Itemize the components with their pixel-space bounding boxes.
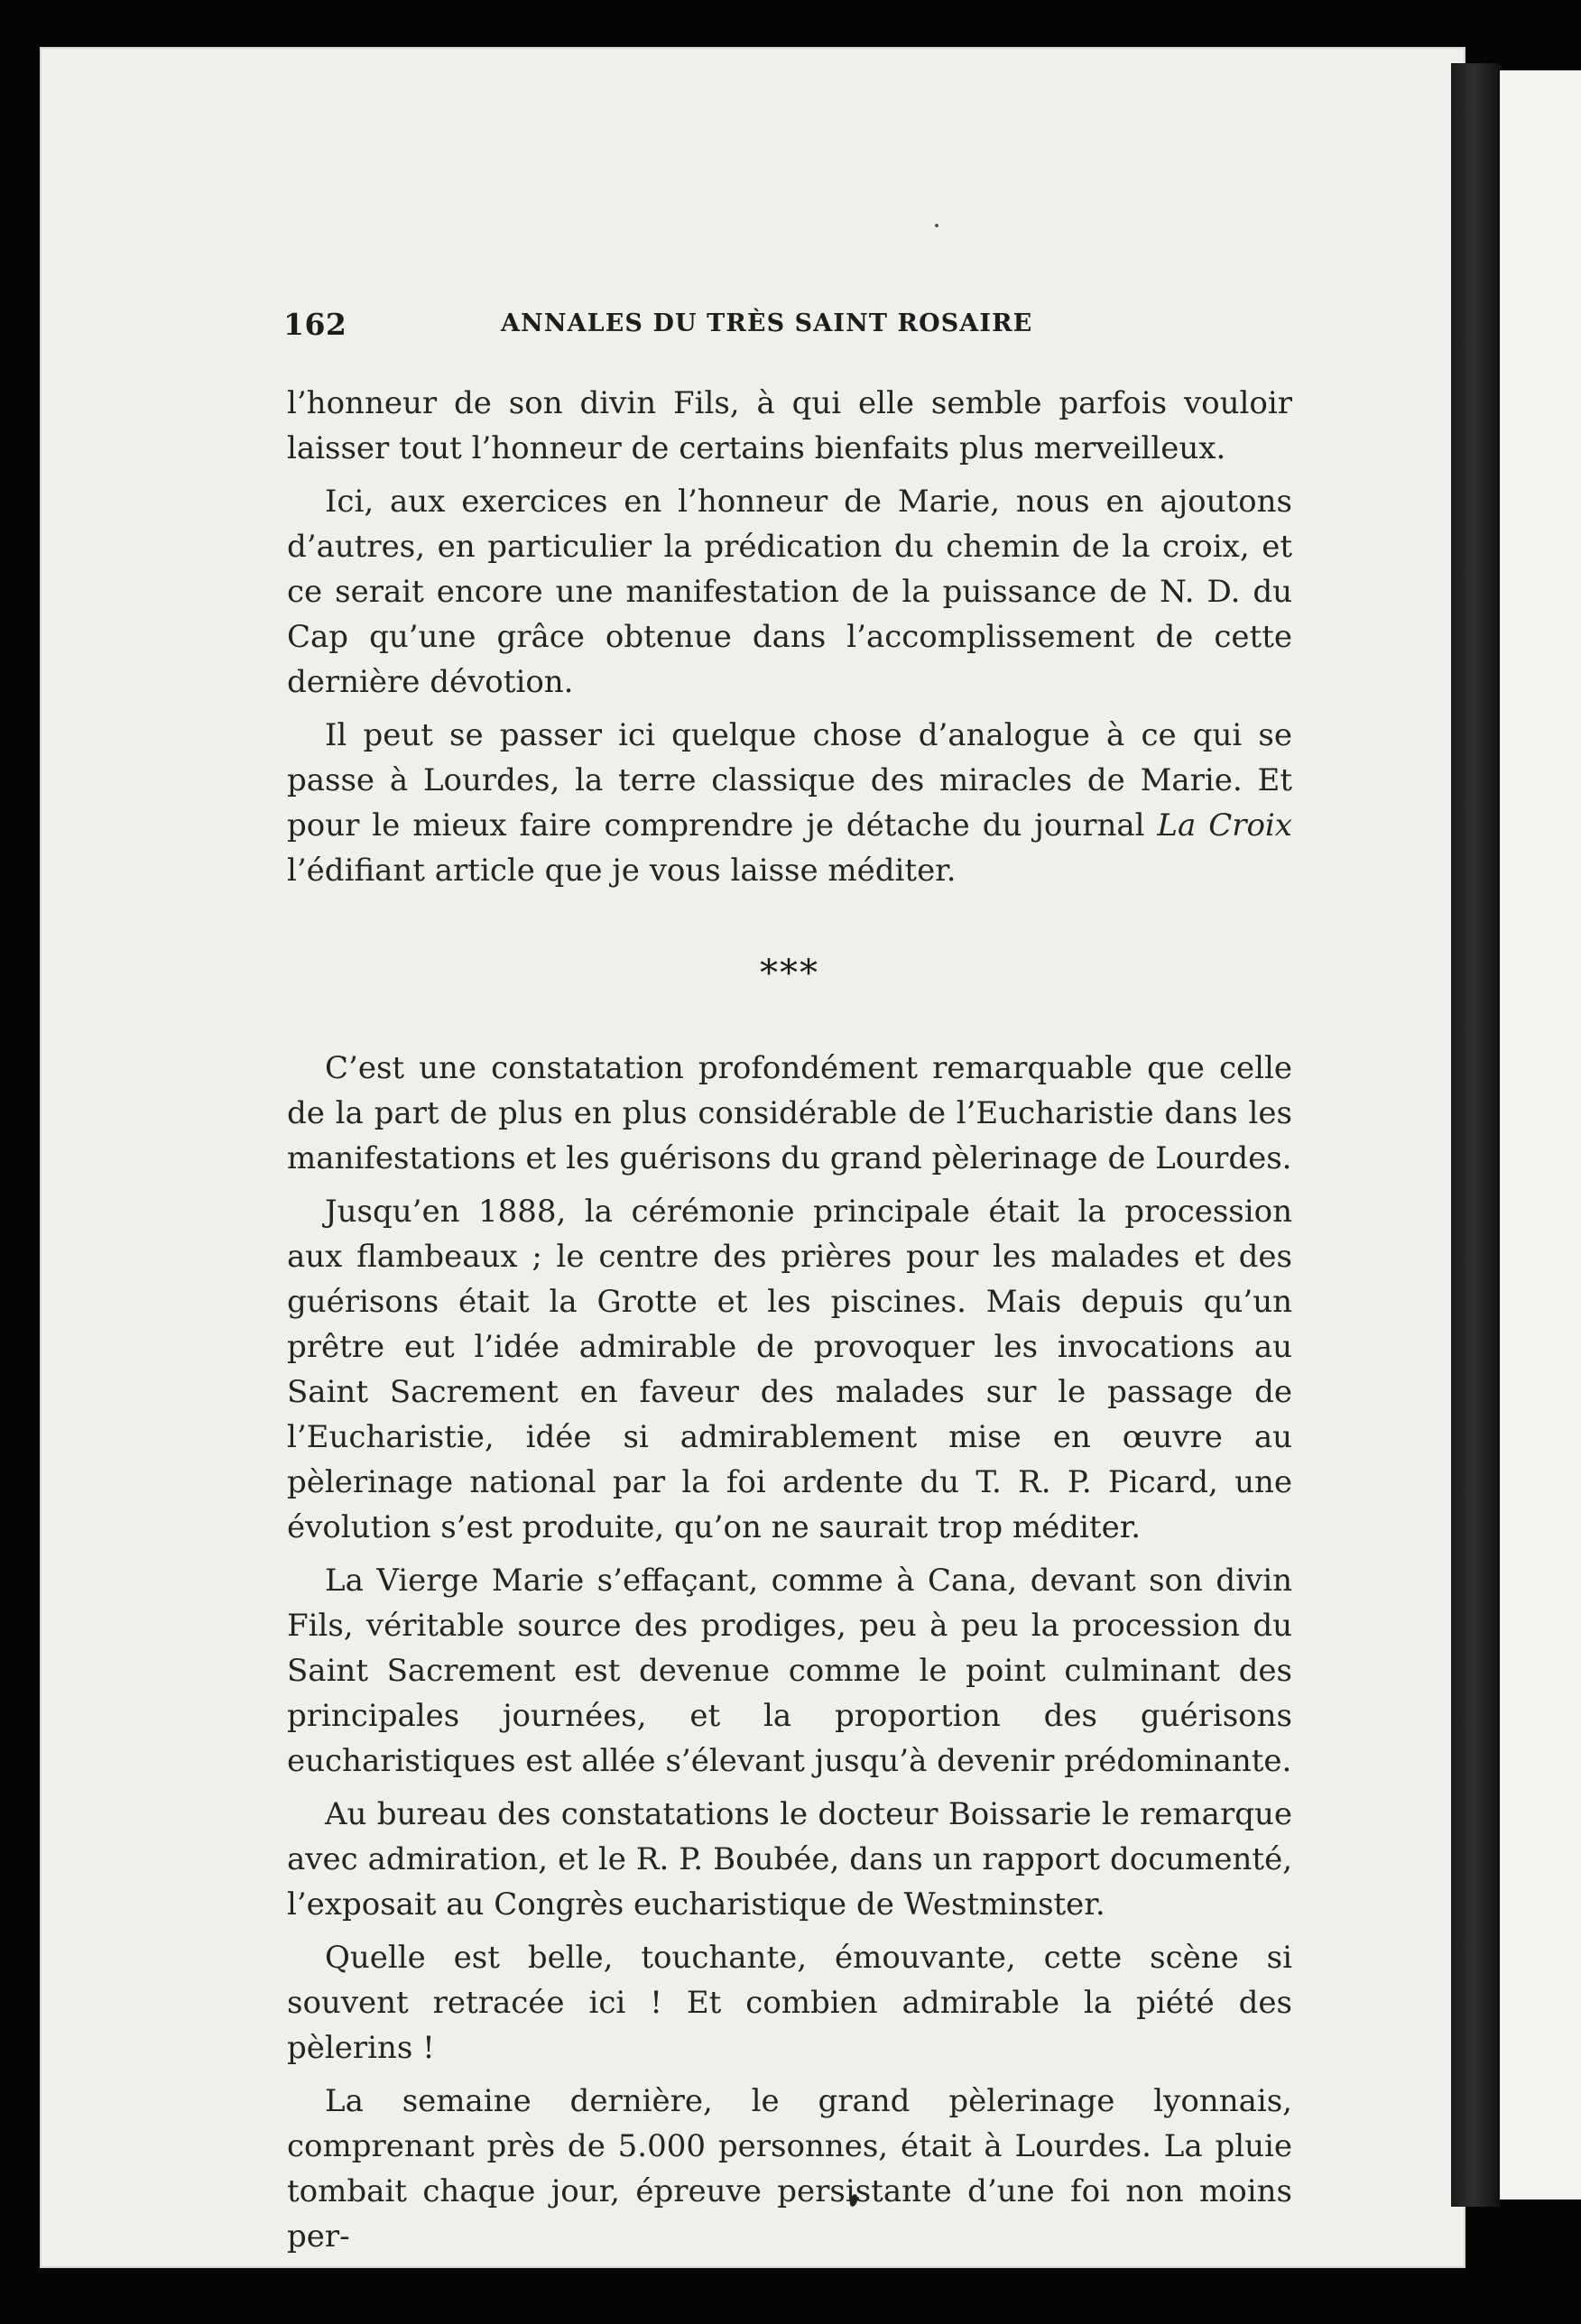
paragraph-2: Ici, aux exercices en l’honneur de Marie, nous en ajoutons d’autres, en particulier la prédication du chemin de la croix, et ce serait encore une manifestation de la puissance de N. D. du Cap qu’une grâce obtenue dans l’accomplissement de cette dernière dévotion. — [287, 484, 1292, 700]
page-header — [283, 307, 1299, 352]
section-separator-asterisks: *** — [760, 953, 819, 994]
book-gutter-shadow — [1451, 63, 1500, 2207]
paragraph-7: Au bureau des constatations le docteur Boissarie le remarque avec admiration, et le R. P. Boubée, dans un rapport documenté, l’exposait au Congrès eucharistique de Westminster. — [287, 1796, 1292, 1923]
paragraph-4: C’est une constatation profondément remarquable que celle de la part de plus en plus considérable de l’Eucharistie dans les manifestations et les guérisons du grand pèlerinage de Lourdes. — [287, 1050, 1292, 1176]
running-title: ANNALES DU TRÈS SAINT ROSAIRE — [501, 309, 1033, 337]
page-number: 162 — [283, 307, 347, 342]
adjacent-page-edge — [1500, 70, 1581, 2200]
paragraph-3 — [287, 713, 1292, 893]
scan-speck — [935, 224, 938, 227]
paragraph-9: La semaine dernière, le grand pèlerinage lyonnais, comprenant près de 5.000 personnes, était à Lourdes. La pluie tombait chaque jour, épreuve persistante d’une foi non moins per- — [287, 2083, 1292, 2255]
paragraph-5: Jusqu’en 1888, la cérémonie principale était la procession aux flambeaux ; le centre des prières pour les malades et des guérisons était la Grotte et les piscines. Mais depuis qu’un prêtre eut l’idée admirable de provoquer les invocations au Saint Sacrement en faveur des malades sur le passage de l’Eucharistie, idée si admirablement mise en œuvre au pèlerinage national par la foi ardente du T. R. P. Picard, une évolution s’est produite, qu’on ne saurait trop méditer. — [287, 1194, 1292, 1545]
paragraph-8: Quelle est belle, touchante, émouvante, cette scène si souvent retracée ici ! Et combien admirable la piété des pèlerins ! — [287, 1940, 1292, 2066]
main-text-column — [287, 381, 1292, 2267]
paragraph-1: l’honneur de son divin Fils, à qui elle semble parfois vouloir laisser tout l’honneur de certains bienfaits plus merveilleux. — [287, 385, 1292, 466]
journal-title-la-croix: La Croix — [1157, 807, 1292, 844]
paragraph-3-before-italic: Il peut se passer ici quelque chose d’analogue à ce qui se passe à Lourdes, la terre classique des miracles de Marie. Et pour le mieux faire comprendre je détache du journal — [287, 717, 1292, 844]
paragraph-3-after-italic: l’édifiant article que je vous laisse méditer. — [287, 853, 957, 889]
paragraph-6: La Vierge Marie s’effaçant, comme à Cana, devant son divin Fils, véritable source des prodiges, peu à peu la procession du Saint Sacrement est devenue comme le point culminant des principales journées, et la proportion des guérisons eucharistiques est allée s’élevant jusqu’à devenir prédominante. — [287, 1563, 1292, 1779]
